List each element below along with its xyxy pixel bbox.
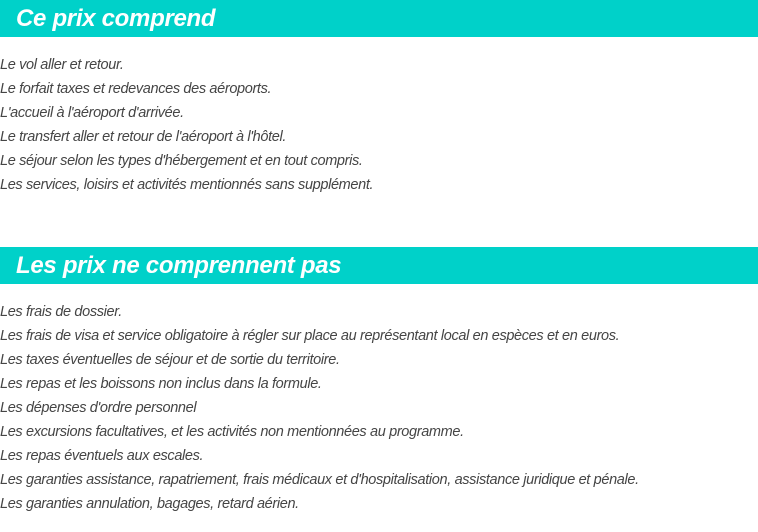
excluded-item: Les dépenses d'ordre personnel: [0, 400, 197, 416]
included-item: L'accueil à l'aéroport d'arrivée.: [0, 105, 184, 121]
included-item: Le vol aller et retour.: [0, 57, 124, 73]
excluded-items-list: [0, 300, 639, 516]
included-item: Les services, loisirs et activités mentionnés sans supplément.: [0, 177, 374, 193]
excluded-item: Les garanties assistance, rapatriement, frais médicaux et d'hospitalisation, assistance juridique et pénale.: [0, 472, 639, 488]
included-section-title: Ce prix comprend: [16, 5, 216, 32]
excluded-item: Les frais de dossier.: [0, 304, 122, 320]
excluded-item: Les garanties annulation, bagages, retard aérien.: [0, 496, 299, 512]
included-item: Le transfert aller et retour de l'aéroport à l'hôtel.: [0, 129, 287, 145]
excluded-item: Les taxes éventuelles de séjour et de sortie du territoire.: [0, 352, 340, 368]
included-item: Le séjour selon les types d'hébergement et en tout compris.: [0, 153, 363, 169]
excluded-item: Les excursions facultatives, et les activités non mentionnées au programme.: [0, 424, 464, 440]
excluded-item: Les repas éventuels aux escales.: [0, 448, 204, 464]
included-items-list: [0, 53, 373, 197]
excluded-section-header: [0, 247, 758, 284]
excluded-item: Les repas et les boissons non inclus dans la formule.: [0, 376, 322, 392]
included-item: Le forfait taxes et redevances des aéroports.: [0, 81, 272, 97]
excluded-section-title: Les prix ne comprennent pas: [16, 252, 342, 279]
included-section-header: [0, 0, 758, 37]
excluded-item: Les frais de visa et service obligatoire à régler sur place au représentant local en espèces et en euros.: [0, 328, 620, 344]
